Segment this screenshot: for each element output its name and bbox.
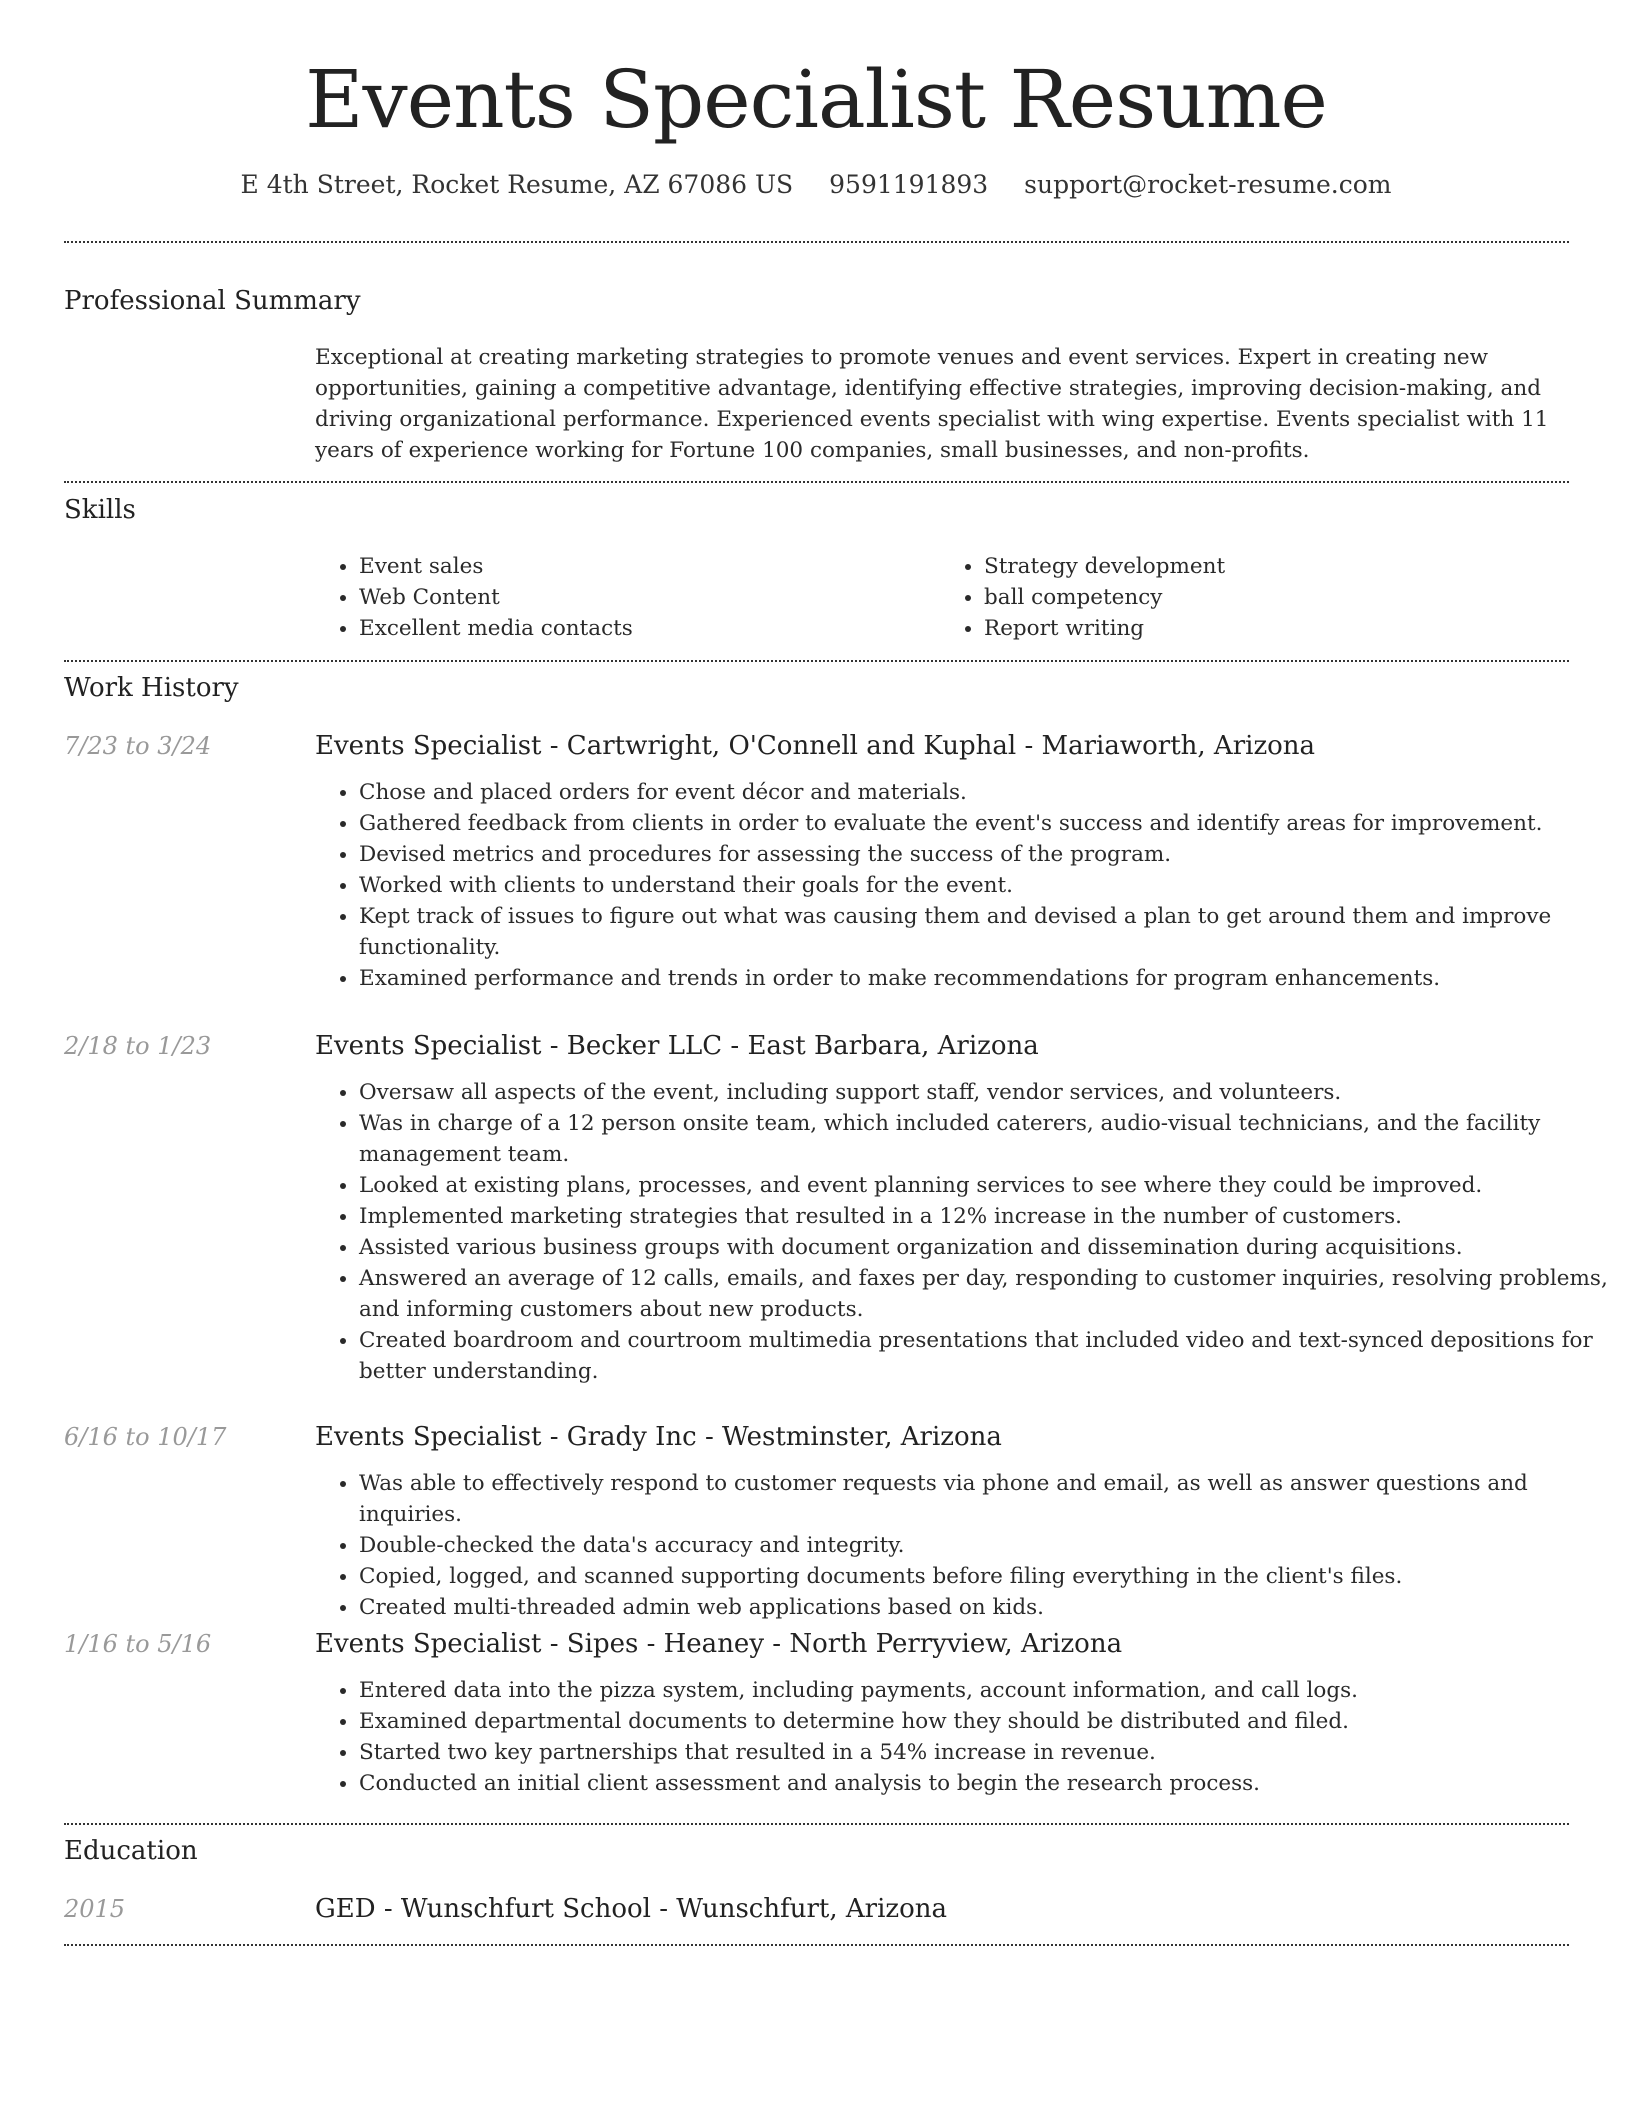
skill-item: • ball competency: [984, 582, 1565, 613]
education-degree: GED - Wunschfurt School - Wunschfurt, Arizona: [315, 1894, 947, 1924]
job-bullet: • Implemented marketing strategies that resulted in a 12% increase in the number of customers.: [359, 1201, 1609, 1232]
contact-email: support@rocket-resume.com: [1024, 170, 1392, 199]
job-title: Events Specialist - Sipes - Heaney - North Perryview, Arizona: [315, 1629, 1123, 1659]
section-title-education: Education: [64, 1836, 198, 1866]
job-bullet: • Worked with clients to understand their goals for the event.: [359, 870, 1609, 901]
resume-title: Events Specialist Resume: [305, 53, 1327, 146]
job-dates: 2/18 to 1/23: [64, 1032, 212, 1060]
job-bullet: • Devised metrics and procedures for assessing the success of the program.: [359, 839, 1609, 870]
section-title-work-history: Work History: [64, 673, 239, 703]
skill-item: • Excellent media contacts: [359, 613, 940, 644]
job-bullet: • Examined performance and trends in order to make recommendations for program enhancements.: [359, 963, 1609, 994]
job-bullet: • Copied, logged, and scanned supporting documents before filing everything in the client's files.: [359, 1561, 1609, 1592]
job-dates: 6/16 to 10/17: [64, 1423, 227, 1451]
job-title: Events Specialist - Becker LLC - East Barbara, Arizona: [315, 1031, 1039, 1061]
divider: [64, 241, 1569, 243]
job-bullet: • Answered an average of 12 calls, emails, and faxes per day, responding to customer inquiries, resolving problems, and informing customers about new products.: [359, 1263, 1609, 1325]
contact-phone: 9591191893: [829, 170, 989, 199]
job-bullet: • Created boardroom and courtroom multimedia presentations that included video and text-synced depositions for better understanding.: [359, 1325, 1609, 1387]
job-bullets: [315, 1468, 1609, 1623]
job-bullet: • Gathered feedback from clients in order to evaluate the event's success and identify areas for improvement.: [359, 808, 1609, 839]
section-title-summary: Professional Summary: [64, 286, 361, 316]
job-bullet: • Created multi-threaded admin web applications based on kids.: [359, 1592, 1609, 1623]
skill-item: • Strategy development: [984, 551, 1565, 582]
job-bullet: • Double-checked the data's accuracy and integrity.: [359, 1530, 1609, 1561]
divider: [64, 660, 1569, 662]
section-title-skills: Skills: [64, 495, 136, 525]
divider: [64, 1823, 1569, 1825]
skills-column-right: [940, 551, 1565, 644]
job-dates: 7/23 to 3/24: [64, 732, 212, 760]
job-title: Events Specialist - Grady Inc - Westminster, Arizona: [315, 1422, 1002, 1452]
job-bullet: • Started two key partnerships that resulted in a 54% increase in revenue.: [359, 1737, 1609, 1768]
job-bullet: • Was in charge of a 12 person onsite team, which included caterers, audio-visual technicians, and the facility management team.: [359, 1108, 1609, 1170]
job-bullet: • Entered data into the pizza system, including payments, account information, and call logs.: [359, 1675, 1609, 1706]
contact-address: E 4th Street, Rocket Resume, AZ 67086 US: [240, 170, 794, 199]
job-bullet: • Chose and placed orders for event décor and materials.: [359, 777, 1609, 808]
job-bullets: [315, 777, 1609, 994]
divider: [64, 481, 1569, 483]
job-bullet: • Conducted an initial client assessment and analysis to begin the research process.: [359, 1768, 1609, 1799]
summary-text: Exceptional at creating marketing strategies to promote venues and event services. Expert in creating new opportunities, gaining a competitive advantage, identifying effective strategies, improving decision-making, and driving organizational performance. Experienced events specialist with wing expertise. Events specialist with 11 years of experience working for Fortune 100 companies, small businesses, and non-profits.: [315, 345, 1549, 463]
job-dates: 1/16 to 5/16: [64, 1630, 212, 1658]
skill-item: • Web Content: [359, 582, 940, 613]
skill-item: • Report writing: [984, 613, 1565, 644]
job-bullet: • Assisted various business groups with document organization and dissemination during acquisitions.: [359, 1232, 1609, 1263]
job-bullet: • Oversaw all aspects of the event, including support staff, vendor services, and volunteers.: [359, 1077, 1609, 1108]
skill-item: • Event sales: [359, 551, 940, 582]
skills-list: [315, 551, 1565, 644]
job-title: Events Specialist - Cartwright, O'Connell and Kuphal - Mariaworth, Arizona: [315, 731, 1316, 761]
job-bullet: • Was able to effectively respond to customer requests via phone and email, as well as answer questions and inquiries.: [359, 1468, 1609, 1530]
job-bullets: [315, 1675, 1609, 1799]
skills-column-left: [315, 551, 940, 644]
divider: [64, 1944, 1569, 1946]
contact-line: [0, 168, 1632, 202]
job-bullet: • Examined departmental documents to determine how they should be distributed and filed.: [359, 1706, 1609, 1737]
job-bullets: [315, 1077, 1609, 1387]
job-bullet: • Kept track of issues to figure out what was causing them and devised a plan to get around them and improve functionality.: [359, 901, 1609, 963]
job-bullet: • Looked at existing plans, processes, and event planning services to see where they could be improved.: [359, 1170, 1609, 1201]
education-year: 2015: [64, 1895, 126, 1923]
